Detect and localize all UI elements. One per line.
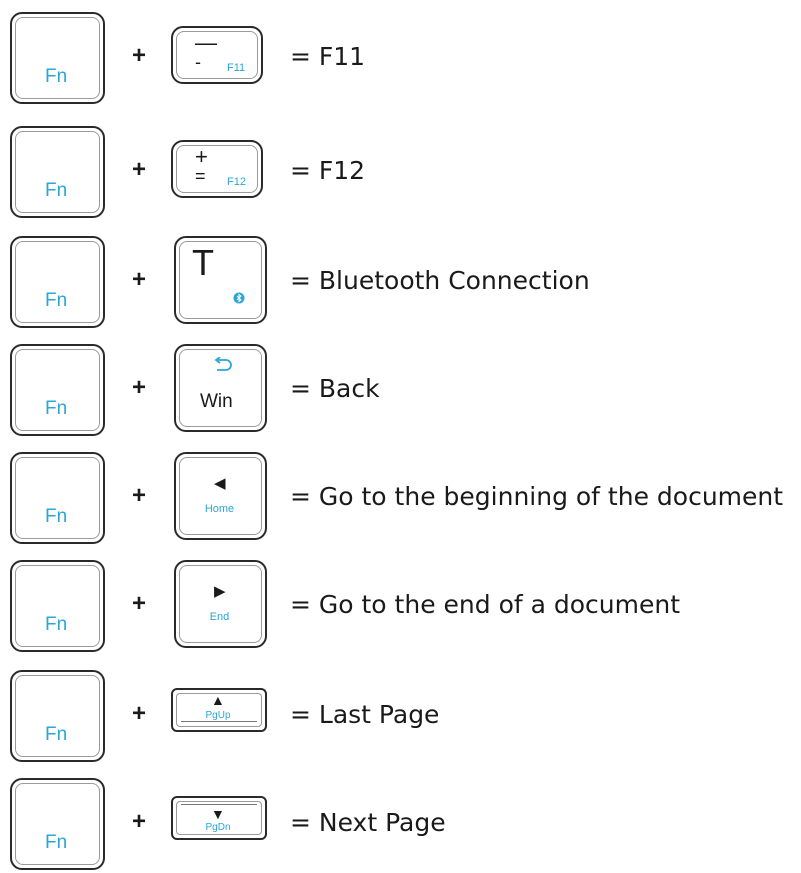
shortcut-result: = F11 xyxy=(290,42,366,71)
fn-key xyxy=(10,12,105,104)
shortcut-row-home xyxy=(0,452,801,544)
plus-sign: + xyxy=(132,266,147,293)
plus-sign: + xyxy=(132,590,147,617)
fn-key xyxy=(10,778,105,870)
plus-sign: + xyxy=(132,374,147,401)
fn-key xyxy=(10,452,105,544)
fn-key xyxy=(10,670,105,762)
pgdn-key-label: PgDn xyxy=(205,822,231,833)
win-key-label: Win xyxy=(200,391,233,412)
shortcut-result: = Next Page xyxy=(290,808,446,837)
shortcut-row-f11 xyxy=(0,12,801,104)
triangle-up-icon: ▲ xyxy=(211,692,225,708)
f11-key-top-symbol: — xyxy=(195,30,217,55)
fn-key-label: Fn xyxy=(45,180,68,201)
key-divider xyxy=(181,721,257,722)
triangle-down-icon: ▼ xyxy=(211,806,225,822)
end-key-label: End xyxy=(209,611,230,623)
win-key xyxy=(174,344,267,432)
fn-key xyxy=(10,126,105,218)
t-key-letter: T xyxy=(192,242,214,283)
shortcut-row-f12 xyxy=(0,126,801,218)
plus-sign: + xyxy=(132,808,147,835)
plus-sign: + xyxy=(132,482,147,509)
shortcut-row-pgdn xyxy=(0,778,801,870)
fn-key xyxy=(10,560,105,652)
shortcut-result: = Go to the end of a document xyxy=(290,590,681,619)
home-key-label: Home xyxy=(204,503,235,515)
f12-key-label: F12 xyxy=(227,176,246,188)
f12-key xyxy=(171,140,263,198)
plus-sign: + xyxy=(132,42,147,69)
triangle-left-icon: ◀ xyxy=(214,475,226,492)
end-key xyxy=(174,560,267,648)
t-key xyxy=(174,236,267,324)
fn-key-label: Fn xyxy=(45,398,68,419)
fn-key-label: Fn xyxy=(45,66,68,87)
f12-key-bottom-symbol: = xyxy=(195,166,206,186)
pgup-key-label: PgUp xyxy=(205,710,231,721)
bluetooth-icon xyxy=(233,292,245,307)
fn-key-label: Fn xyxy=(45,290,68,311)
f11-key-label: F11 xyxy=(227,62,246,74)
shortcut-row-end xyxy=(0,560,801,652)
back-arrow-icon xyxy=(211,356,233,379)
key-divider xyxy=(181,804,257,805)
fn-key xyxy=(10,236,105,328)
fn-key-label: Fn xyxy=(45,724,68,745)
shortcut-row-pgup xyxy=(0,670,801,762)
plus-sign: + xyxy=(132,156,147,183)
triangle-right-icon: ▶ xyxy=(214,583,226,600)
shortcut-result: = Back xyxy=(290,374,380,403)
fn-key xyxy=(10,344,105,436)
fn-key-label: Fn xyxy=(45,832,68,853)
shortcut-result: = F12 xyxy=(290,156,366,185)
home-key xyxy=(174,452,267,540)
pgdn-key xyxy=(171,796,267,840)
shortcut-row-bluetooth xyxy=(0,236,801,328)
f11-key xyxy=(171,26,263,84)
plus-sign: + xyxy=(132,700,147,727)
pgup-key xyxy=(171,688,267,732)
shortcut-result: = Last Page xyxy=(290,700,440,729)
fn-key-label: Fn xyxy=(45,506,68,527)
f11-key-bottom-symbol: - xyxy=(195,52,201,72)
shortcut-result: = Bluetooth Connection xyxy=(290,266,590,295)
fn-key-label: Fn xyxy=(45,614,68,635)
shortcut-row-back xyxy=(0,344,801,436)
f12-key-top-symbol: + xyxy=(195,144,208,169)
shortcut-result: = Go to the beginning of the document xyxy=(290,482,784,511)
